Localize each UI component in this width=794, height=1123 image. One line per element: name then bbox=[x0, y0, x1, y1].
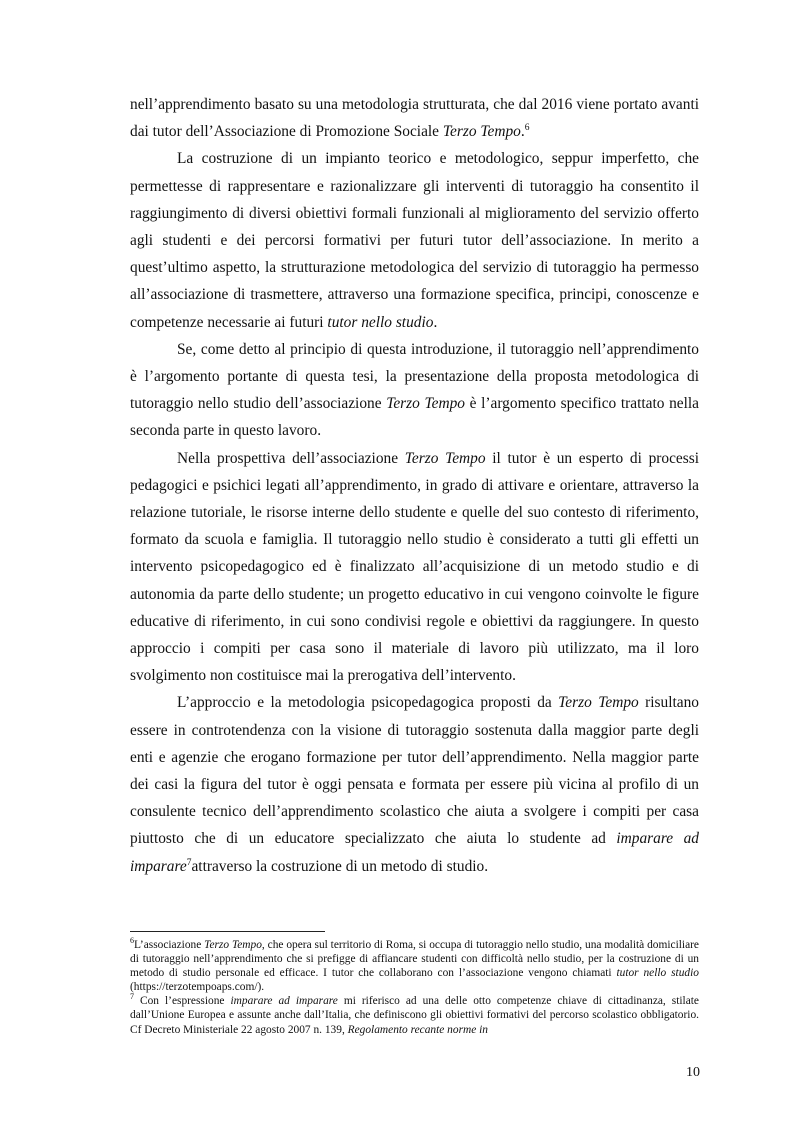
paragraph-text-run: . bbox=[520, 123, 525, 141]
footnotes bbox=[130, 938, 699, 1037]
footnote-ref: 7 bbox=[186, 857, 192, 868]
footnote-ref: 6 bbox=[130, 936, 134, 946]
footnote-text-run: (https://terzotempoaps.com/). bbox=[130, 981, 265, 994]
paragraph-italic-run: Terzo Tempo bbox=[404, 449, 486, 467]
footnote-ref: 7 bbox=[130, 992, 134, 1002]
footnote bbox=[130, 994, 699, 1036]
footnote-italic-run: imparare ad imparare bbox=[230, 995, 338, 1008]
footnote-separator bbox=[130, 931, 325, 932]
paragraph-text-run: Nella prospettiva dell’associazione bbox=[177, 449, 405, 467]
paragraph-text-run: Se, come detto al principio di questa introduzione, il tutoraggio nell’apprendimento è l’argomento portante di questa tesi, la presentazione della proposta metodologica di tutoraggio nello studio dell’associazione bbox=[130, 340, 699, 413]
body-paragraph bbox=[130, 91, 699, 145]
body-paragraph bbox=[130, 145, 699, 335]
paragraph-italic-run: Terzo Tempo bbox=[558, 694, 639, 712]
footnote-italic-run: Terzo Tempo bbox=[204, 939, 262, 951]
body-paragraph bbox=[130, 445, 699, 690]
footnote-text-run: , che opera sul territorio di Roma, si occupa di tutoraggio nello studio, una modalità domiciliare di tutoraggio nell’apprendimento che si prefigge di affiancare studenti con difficoltà nello studio, per la costruzione di un metodo di studio personale ed efficace. I tutor che collaborano con l’associazione vengono chiamati bbox=[130, 939, 699, 980]
paragraph-text-run: L’approccio e la metodologia psicopedagogica proposti da bbox=[177, 694, 559, 712]
footnote-text-run: mi riferisco ad una delle otto competenze chiave di cittadinanza, stilate dall’Unione Europea e assunte anche dall’Italia, che definiscono gli obiettivi formativi del percorso scolastico obbligatorio. Cf Decreto Ministeriale 22 agosto 2007 n. 139, bbox=[130, 995, 699, 1036]
paragraph-italic-run: Terzo Tempo bbox=[442, 123, 521, 141]
footnote-italic-run: tutor nello studio bbox=[616, 967, 699, 980]
paragraph-italic-run: Terzo Tempo bbox=[386, 395, 465, 413]
footnote-italic-run: Regolamento recante norme in bbox=[347, 1023, 488, 1036]
footnote-text-run: Con l’espressione bbox=[134, 995, 231, 1008]
footnote-text-run: L’associazione bbox=[134, 939, 205, 951]
paragraph-text-run: La costruzione di un impianto teorico e metodologico, seppur imperfetto, che permettesse di rappresentare e razionalizzare gli interventi di tutoraggio ha consentito il raggiungimento di diversi obiettivi formali funzionali al miglioramento del servizio offerto agli studenti e dei percorsi formativi per futuri tutor dell’associazione. In merito a quest’ultimo aspetto, la strutturazione metodologica del servizio di tutoraggio ha permesso all’associazione di trasmettere, attraverso una formazione specifica, principi, conoscenze e competenze necessarie ai futuri bbox=[130, 150, 699, 331]
footnote bbox=[130, 938, 699, 994]
paragraph-text-run: è l’argomento specifico trattato nella seconda parte in questo lavoro. bbox=[130, 395, 700, 440]
body-paragraph bbox=[130, 689, 699, 879]
page-number: 10 bbox=[686, 1065, 700, 1080]
paragraph-italic-run: imparare ad imparare bbox=[130, 830, 699, 875]
body-text bbox=[130, 91, 699, 880]
paragraph-text-run: il tutor è un esperto di processi pedagogici e psichici legati all’apprendimento, in grado di attivare e orientare, attraverso la relazione tutoriale, le risorse interne dello studente e quelle del suo contesto di riferimento, formato da scuola e famiglia. Il tutoraggio nello studio è considerato a tutti gli effetti un intervento psicopedagogico ed è finalizzato all’acquisizione di un metodo studio e di autonomia da parte dello studente; un progetto educativo in cui vengono coinvolte le figure educative di riferimento, in cui sono condivisi regole e obiettivi da raggiungere. In questo approccio i compiti per casa sono il materiale di lavoro più utilizzato, ma il loro svolgimento non costituisce mai la prerogativa dell’intervento. bbox=[130, 449, 700, 685]
paragraph-italic-run: tutor nello studio bbox=[327, 313, 434, 331]
paragraph-text-run: attraverso la costruzione di un metodo di studio. bbox=[191, 857, 489, 875]
body-paragraph bbox=[130, 336, 699, 445]
paragraph-text-run: nell’apprendimento basato su una metodologia strutturata, che dal 2016 viene portato avanti dai tutor dell’Associazione di Promozione Sociale bbox=[130, 96, 699, 141]
paragraph-text-run: risultano essere in controtendenza con la visione di tutoraggio sostenuta dalla maggior parte degli enti e agenzie che erogano formazione per tutor dell’apprendimento. Nella maggior parte dei casi la figura del tutor è oggi pensata e formata per essere più vicina al profilo di un consulente tecnico dell’apprendimento scolastico che aiuta a svolgere i compiti per casa piuttosto che di un educatore specializzato che aiuta lo studente ad bbox=[130, 694, 699, 848]
footnote-ref: 6 bbox=[524, 123, 530, 134]
paragraph-text-run: . bbox=[433, 313, 438, 331]
